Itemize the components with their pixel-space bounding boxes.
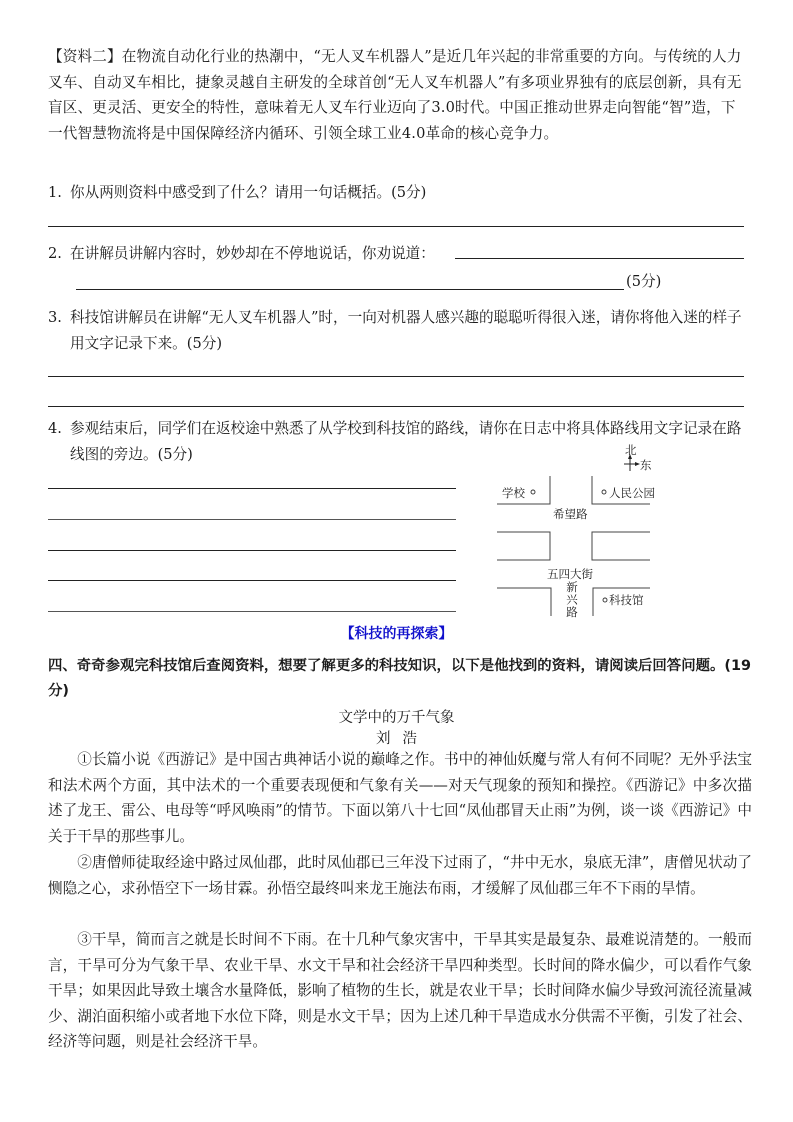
route-map [490, 440, 690, 630]
question-4-text: 参观结束后，同学们在返校途中熟悉了从学校到科技馆的路线，请你在日志中将具体路线用文字记录在路线图的旁边。(5分) [70, 420, 742, 463]
material-2-paragraph [48, 44, 748, 146]
article-paragraph-1: ①长篇小说《西游记》是中国古典神话小说的巅峰之作。书中的神仙妖魔与常人有何不同呢？无外乎法宝和法术两个方面，其中法术的一个重要表现便和气象有关——对天气现象的预知和操控。《西游记》中多次描述了龙王、雷公、电母等“呼风唤雨”的情节。下面以第八十七回“凤仙郡冒天止雨”为例，谈一谈《西游记》中关于干旱的那些事儿。 [48, 751, 752, 845]
compass-east-label: 东 [640, 458, 652, 472]
school-marker [531, 490, 535, 494]
question-3 [48, 305, 748, 356]
question-3-number: 3. [48, 309, 62, 326]
article-paragraph-3: ③干旱，简而言之就是长时间不下雨。在十几种气象灾害中，干旱其实是最复杂、最难说清楚的。一般而言，干旱可分为气象干旱、农业干旱、水文干旱和社会经济干旱四种类型。长时间的降水偏少，可以看作气象干旱；如果因此导致土壤含水量降低，影响了植物的生长，就是农业干旱；长时间降水偏少导致河流径流量减少、湖泊面积缩小或者地下水位下降，则是水文干旱；因为上述几种干旱造成水分供需不平衡，引发了社会、经济等问题，则是社会经济干旱。 [48, 931, 752, 1050]
question-3-text: 科技馆讲解员在讲解“无人叉车机器人”时，一向对机器人感兴趣的聪聪听得很入迷，请你将他入迷的样子用文字记录下来。(5分) [70, 309, 742, 352]
question-1-number: 1. [48, 184, 62, 201]
compass-north-label: 北 [625, 443, 637, 457]
question-2-score: (5分) [626, 273, 662, 290]
question-2 [48, 241, 468, 267]
school-label: 学校 [502, 486, 525, 500]
question-4-number: 4. [48, 420, 62, 437]
question-2-number: 2. [48, 245, 62, 262]
answer-line-q3-b[interactable] [48, 406, 744, 407]
question-1 [48, 180, 748, 206]
block-middle-right [592, 532, 650, 560]
question-2-text: 在讲解员讲解内容时，妙妙却在不停地说话，你劝说道： [70, 245, 435, 262]
answer-line-q4-1[interactable] [48, 488, 456, 489]
article-title: 文学中的万千气象 [338, 710, 455, 726]
block-bottom-left [497, 588, 551, 616]
material-2-label: 【资料二】 [48, 48, 122, 65]
road-wusi-label: 五四大街 [547, 567, 593, 581]
park-label: 人民公园 [609, 486, 655, 500]
answer-line-q4-3[interactable] [48, 550, 456, 551]
material-2-text: 在物流自动化行业的热潮中，“无人叉车机器人”是近几年兴起的非常重要的方向。与传统的人力叉车、自动叉车相比，捷象灵越自主研发的全球首创“无人叉车机器人”有多项业界独有的底层创新，具有无盲区、更灵活、更安全的特性，意味着无人叉车行业迈向了3.0时代。中国正推动世界走向智能“智”造，下一代智慧物流将是中国保障经济内循环、引领全球工业4.0革命的核心竞争力。 [48, 48, 742, 142]
road-xiwang-label: 希望路 [553, 507, 588, 521]
block-middle-left [497, 532, 550, 560]
answer-line-q4-4[interactable] [48, 580, 456, 581]
museum-label: 科技馆 [609, 593, 644, 607]
answer-line-q4-2[interactable] [48, 519, 456, 520]
question-1-text: 你从两则资料中感受到了什么？请用一句话概括。(5分) [70, 184, 427, 201]
section-4-title: 四、奇奇参观完科技馆后查阅资料，想要了解更多的科技知识，以下是他找到的资料，请阅读后回答问题。(19分) [48, 658, 751, 699]
answer-line-q4-5[interactable] [48, 611, 456, 612]
answer-line-q1[interactable] [48, 226, 744, 227]
answer-line-q2-a[interactable] [455, 258, 744, 259]
route-map-lines [490, 440, 690, 630]
article-paragraph-2: ②唐僧师徒取经途中路过凤仙郡，此时凤仙郡已三年没下过雨了，“井中无水，泉底无津”，唐僧见状动了恻隐之心，求孙悟空下一场甘霖。孙悟空最终叫来龙王施法布雨，才缓解了凤仙郡三年不下雨的旱情。 [48, 854, 752, 897]
article-author: 刘浩 [376, 731, 429, 747]
answer-line-q2-b[interactable] [76, 289, 624, 290]
section-heading: 【科技的再探索】 [340, 626, 453, 642]
road-xinxing-label: 新兴路 [565, 581, 579, 619]
answer-line-q3-a[interactable] [48, 376, 744, 377]
park-marker [602, 490, 606, 494]
museum-marker [603, 598, 607, 602]
